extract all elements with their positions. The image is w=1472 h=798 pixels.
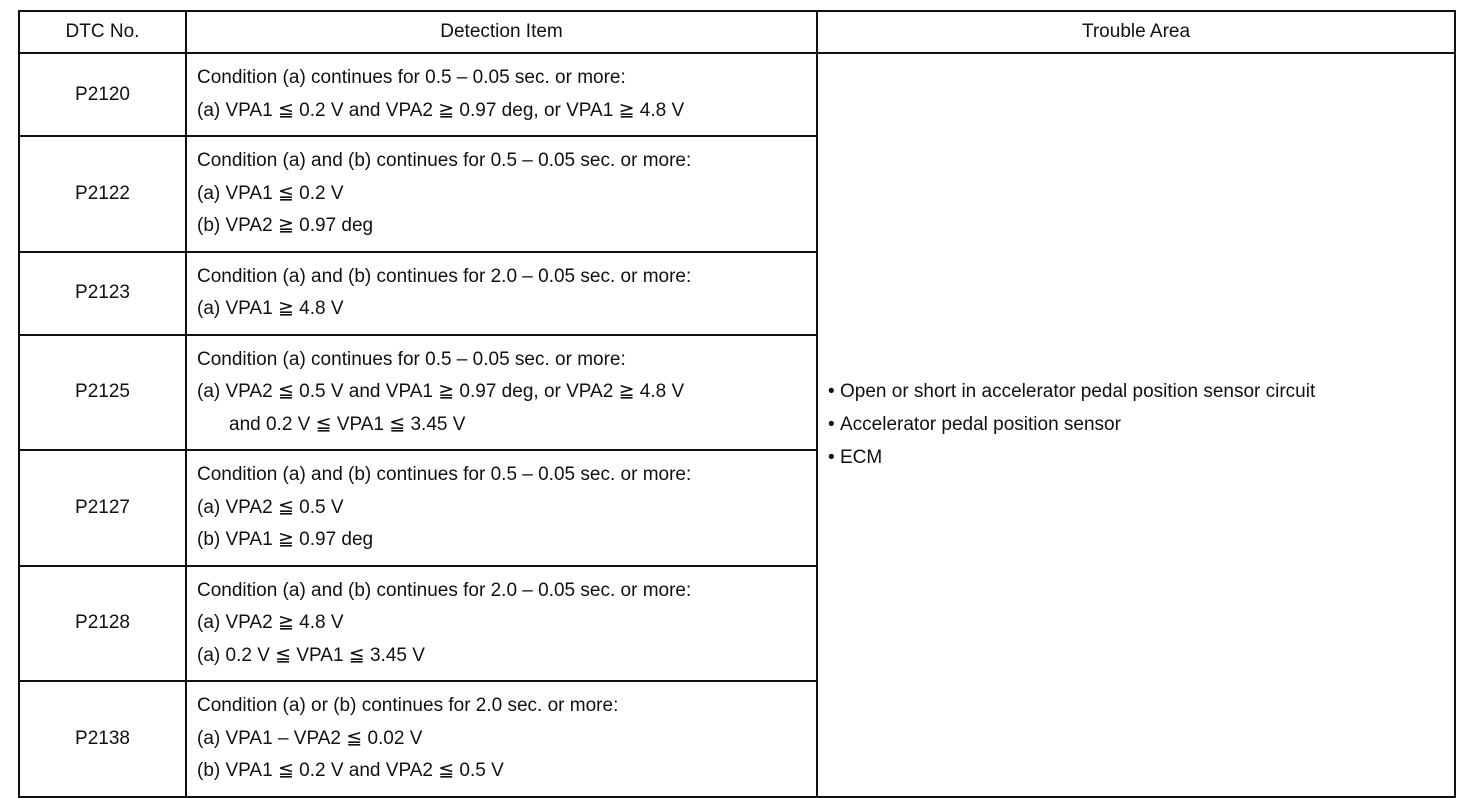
detection-item [186, 681, 817, 797]
trouble-item-text: ECM [840, 447, 883, 469]
detection-line: (a) VPA2 ≦ 0.5 V and VPA1 ≧ 0.97 deg, or VPA2 ≧ 4.8 V [197, 381, 685, 402]
trouble-item-text: Accelerator pedal position sensor [840, 414, 1121, 436]
detection-item [186, 53, 817, 136]
detection-line: (a) VPA1 ≧ 4.8 V [197, 298, 344, 319]
detection-line: (a) VPA1 ≦ 0.2 V [197, 182, 344, 204]
detection-line: (a) VPA1 – VPA2 ≦ 0.02 V [197, 727, 423, 749]
detection-item [186, 566, 817, 682]
detection-line: (b) VPA2 ≧ 0.97 deg [197, 215, 374, 236]
trouble-item [828, 441, 1454, 474]
header-row [19, 11, 1455, 53]
dtc-code: P2128 [19, 566, 186, 682]
trouble-item-text: Open or short in accelerator pedal position sensor circuit [840, 381, 1316, 403]
detection-line: (a) 0.2 V ≦ VPA1 ≦ 3.45 V [197, 644, 425, 666]
dtc-code: P2125 [19, 335, 186, 451]
detection-line: and 0.2 V ≦ VPA1 ≦ 3.45 V [229, 413, 466, 435]
dtc-code: P2120 [19, 53, 186, 136]
dtc-code: P2123 [19, 252, 186, 335]
detection-line: (a) VPA1 ≦ 0.2 V and VPA2 ≧ 0.97 deg, or VPA1 ≧ 4.8 V [197, 99, 685, 121]
trouble-item [828, 375, 1454, 408]
detection-line: (b) VPA1 ≦ 0.2 V and VPA2 ≦ 0.5 V [197, 760, 504, 781]
detection-line: Condition (a) and (b) continues for 0.5 – 0.05 sec. or more: [197, 464, 692, 485]
dtc-code: P2138 [19, 681, 186, 797]
detection-line: (a) VPA2 ≧ 4.8 V [197, 612, 344, 633]
header-trouble-area: Trouble Area [817, 11, 1455, 53]
detection-line: Condition (a) and (b) continues for 2.0 – 0.05 sec. or more: [197, 265, 692, 287]
trouble-item [828, 408, 1454, 441]
dtc-code: P2127 [19, 450, 186, 566]
trouble-list [828, 375, 1454, 474]
detection-item [186, 335, 817, 451]
detection-item [186, 136, 817, 252]
header-dtc-no: DTC No. [19, 11, 186, 53]
detection-item [186, 450, 817, 566]
bullet: • [828, 381, 835, 403]
detection-line: (b) VPA1 ≧ 0.97 deg [197, 529, 374, 550]
detection-line: Condition (a) and (b) continues for 2.0 – 0.05 sec. or more: [197, 579, 692, 601]
detection-item [186, 252, 817, 335]
detection-line: Condition (a) continues for 0.5 – 0.05 sec. or more: [197, 67, 626, 88]
dtc-table [18, 10, 1456, 798]
table-row [19, 53, 1455, 136]
detection-line: Condition (a) and (b) continues for 0.5 – 0.05 sec. or more: [197, 150, 692, 171]
detection-line: (a) VPA2 ≦ 0.5 V [197, 496, 344, 518]
trouble-area [817, 53, 1455, 797]
dtc-code: P2122 [19, 136, 186, 252]
bullet: • [828, 447, 835, 469]
header-detection-item: Detection Item [186, 11, 817, 53]
bullet: • [828, 414, 835, 436]
detection-line: Condition (a) or (b) continues for 2.0 sec. or more: [197, 695, 619, 716]
detection-line: Condition (a) continues for 0.5 – 0.05 sec. or more: [197, 348, 626, 370]
